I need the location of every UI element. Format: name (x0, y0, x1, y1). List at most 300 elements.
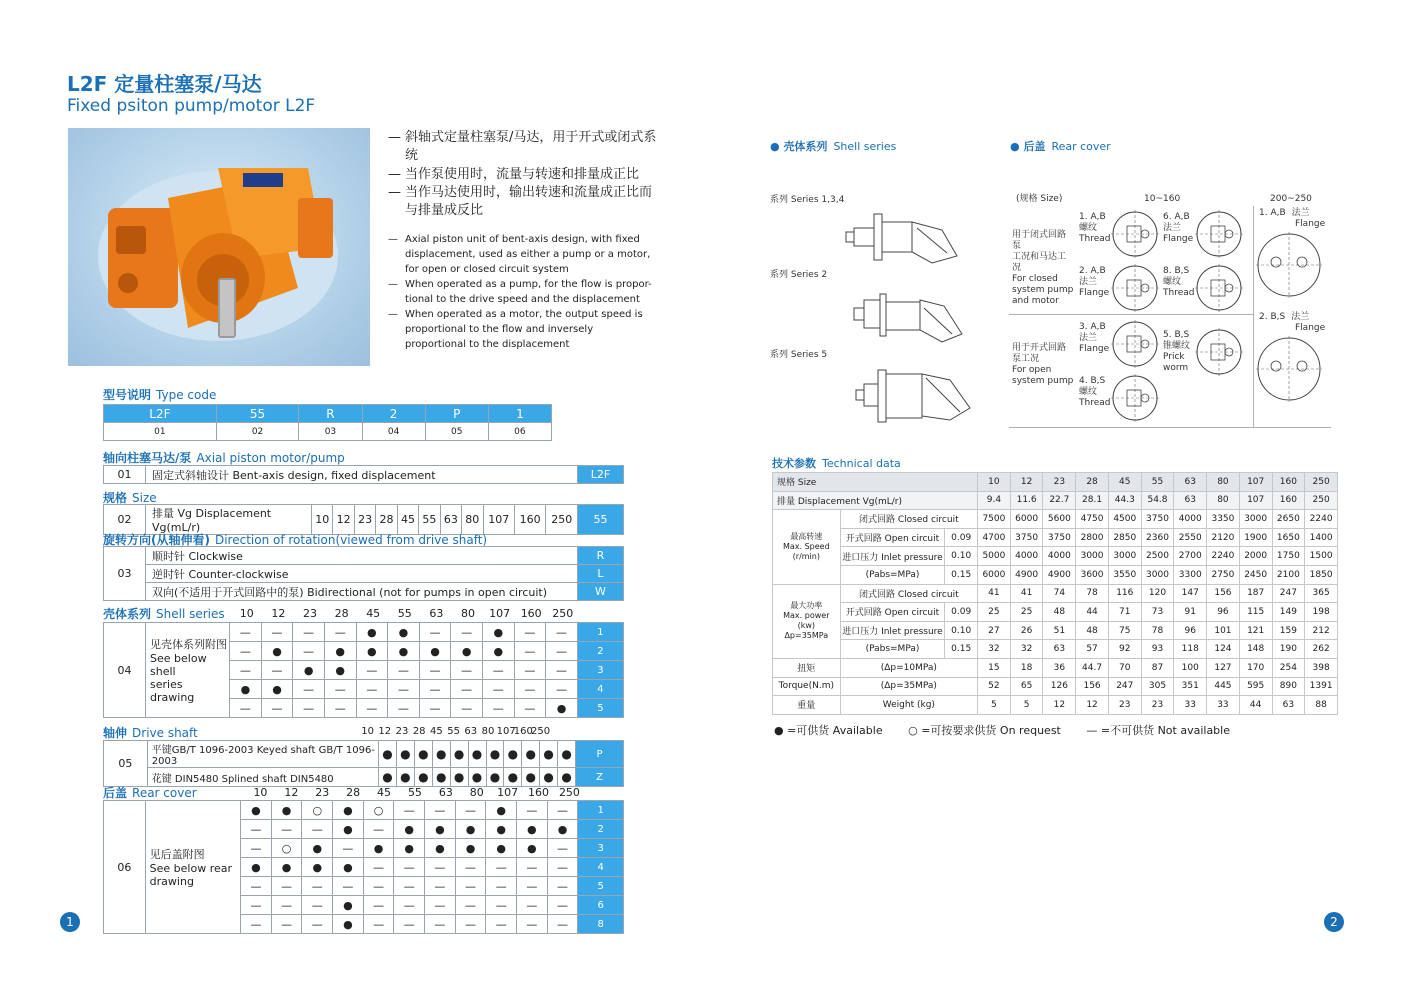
table-cell: 160 (1272, 491, 1305, 510)
rear-item-en: Flange (1079, 288, 1110, 298)
size-value: 250 (546, 505, 578, 535)
availability-cell: — (547, 858, 578, 877)
size-header-label: 80 (481, 726, 495, 737)
availability-cell: — (356, 699, 388, 718)
availability-cell: — (230, 661, 262, 680)
table-cell: 262 (1305, 640, 1338, 659)
size-value: 55 (419, 505, 440, 535)
size-header-label: 55 (397, 607, 412, 620)
table-cell: 3000 (1108, 547, 1141, 566)
availability-cell: ● (486, 839, 517, 858)
availability-cell: ● (482, 623, 514, 642)
table-cell: 2450 (1239, 565, 1272, 584)
availability-cell: — (455, 858, 486, 877)
table-cell: 1850 (1305, 565, 1338, 584)
availability-cell: ● (517, 820, 548, 839)
table-cell: 36 (1043, 658, 1076, 677)
table-cell: 190 (1272, 640, 1305, 659)
rotation-code: L (578, 565, 624, 583)
rear-item-cn: 螺纹 (1163, 277, 1182, 287)
table-cell: 2650 (1272, 510, 1305, 529)
availability-cell: ● (450, 741, 468, 768)
availability-cell: ● (486, 801, 517, 820)
option-code: 5 (578, 877, 624, 896)
product-photo (68, 128, 370, 366)
table-cell: Torque(N.m) (773, 677, 841, 696)
size-header-label: 160 (513, 726, 533, 737)
availability-cell: — (302, 877, 333, 896)
table-cell: 44 (1076, 603, 1109, 622)
rear-item-en: Thread (1079, 398, 1111, 408)
availability-cell: ● (432, 768, 450, 787)
rear-item-code: 2. A,B (1079, 266, 1106, 276)
table-cell: 595 (1239, 677, 1272, 696)
rear-item-cn: 螺纹 (1079, 223, 1098, 233)
availability-cell: — (482, 661, 514, 680)
table-cell: 33 (1174, 696, 1207, 715)
size-header-label: 107 (489, 607, 511, 620)
type-code-index: 05 (425, 423, 488, 441)
table-cell: 92 (1108, 640, 1141, 659)
availability-cell: ● (547, 820, 578, 839)
table-cell: 4750 (1076, 510, 1109, 529)
availability-cell: ● (482, 642, 514, 661)
legend-na: — =不可供货 Not available (1086, 724, 1230, 737)
table-cell: 78 (1141, 621, 1174, 640)
rear-item-code: 5. B,S (1163, 330, 1190, 340)
legend-request: ○ =可按要求供货 On request (908, 724, 1061, 737)
table-row (773, 658, 1338, 677)
desc-dash: — (388, 279, 398, 290)
table-cell: 2360 (1141, 528, 1174, 547)
table-cell: 54.8 (1141, 491, 1174, 510)
table-cell: 41 (978, 584, 1011, 603)
table-cell: 127 (1207, 658, 1240, 677)
availability-cell: ● (450, 768, 468, 787)
type-code-index: 01 (104, 423, 217, 441)
availability-cell: — (546, 623, 578, 642)
availability-cell: — (388, 699, 420, 718)
size-header-label: 160 (520, 607, 542, 620)
option-code: P (576, 741, 624, 768)
rear-item-code: 1. A,B (1259, 208, 1286, 218)
availability-cell: ○ (363, 801, 394, 820)
availability-cell: — (425, 915, 456, 934)
availability-cell: ● (388, 623, 420, 642)
size-header-label: 23 (315, 786, 330, 799)
availability-cell: — (271, 820, 302, 839)
size-value: 28 (376, 505, 397, 535)
rear-cover-drawing (1111, 264, 1159, 312)
availability-cell: — (546, 680, 578, 699)
rotation-text: 双向(不适用于开式回路中的泵) Bidirectional (not for pumps in open circuit) (146, 583, 578, 601)
closed-circuit-label: 用于闭式回路泵 工况和马达工况 For closed system pump and motor (1012, 230, 1074, 306)
availability-cell: ● (540, 768, 558, 787)
type-code-index: 02 (216, 423, 299, 441)
page-title-cn: L2F 定量柱塞泵/马达 (67, 72, 262, 96)
size-header-label: 12 (284, 786, 299, 799)
availability-cell: ● (302, 839, 333, 858)
availability-cell: — (293, 642, 325, 661)
table-cell: 121 (1239, 621, 1272, 640)
availability-cell: — (230, 699, 262, 718)
table-cell: 26 (1010, 621, 1043, 640)
table-cell: 57 (1076, 640, 1109, 659)
desc-text: 当作泵使用时，流量与转速和排量成正比 (405, 167, 640, 182)
availability-cell: — (241, 877, 272, 896)
table-cell: 32 (1010, 640, 1043, 659)
type-code-value: R (299, 405, 362, 423)
type-code-index: 03 (299, 423, 362, 441)
option-code: 3 (578, 839, 624, 858)
size-selected: 55 (578, 505, 624, 535)
availability-cell: — (302, 915, 333, 934)
table-cell: 18 (1010, 658, 1043, 677)
legend-available: ● =可供货 Available (774, 724, 883, 737)
rear-item-code: 4. B,S (1079, 376, 1106, 386)
option-code: 1 (577, 623, 623, 642)
availability-cell: ● (486, 768, 504, 787)
table-cell: 351 (1174, 677, 1207, 696)
table-cell: 116 (1108, 584, 1141, 603)
availability-cell: — (394, 915, 425, 934)
table-cell: 2120 (1207, 528, 1240, 547)
table-row (773, 621, 1338, 640)
availability-cell: — (455, 877, 486, 896)
table-cell: 进口压力 Inlet pressure (840, 547, 945, 566)
table-cell: 4900 (1010, 565, 1043, 584)
availability-cell: ● (486, 741, 504, 768)
availability-cell: ● (540, 741, 558, 768)
availability-cell: ● (558, 768, 576, 787)
label-line: See below shell (150, 652, 207, 678)
availability-cell: ● (558, 741, 576, 768)
table-cell: 107 (1239, 491, 1272, 510)
rear-item-en: Flange (1079, 344, 1110, 354)
table-cell: 11.6 (1010, 491, 1043, 510)
table-cell: 160 (1272, 473, 1305, 492)
series-label: 系列 Series 2 (770, 270, 828, 280)
availability-cell: — (517, 858, 548, 877)
row-index: 02 (104, 505, 146, 535)
availability-cell: ● (293, 661, 325, 680)
table-cell: 2500 (1141, 547, 1174, 566)
table-cell: 0.10 (945, 547, 978, 566)
rear-item-cn: 螺纹 (1079, 387, 1098, 397)
rear-item-en: Flange (1295, 323, 1326, 333)
size-header-label: 28 (412, 726, 426, 737)
availability-cell: — (547, 915, 578, 934)
table-row (773, 677, 1338, 696)
rotation-code: W (578, 583, 624, 601)
table-cell: (Pabs=MPa) (840, 565, 945, 584)
table-cell: 23 (1043, 473, 1076, 492)
availability-cell: — (394, 801, 425, 820)
type-code-value: 1 (488, 405, 551, 423)
option-code: 2 (578, 820, 624, 839)
table-cell: 115 (1239, 603, 1272, 622)
shaft-type: 花键 DIN5480 Splined shaft DIN5480 (147, 768, 378, 787)
table-cell: 3300 (1174, 565, 1207, 584)
size-header-label: 10 (361, 726, 374, 737)
table-row (104, 801, 624, 820)
table-cell: 198 (1305, 603, 1338, 622)
size-header-label: 63 (429, 607, 444, 620)
size-value: 80 (462, 505, 483, 535)
rear-item-en: Prick worm (1163, 352, 1189, 373)
table-cell: 3000 (1239, 510, 1272, 529)
table-cell: 250 (1305, 473, 1338, 492)
availability-cell: — (363, 896, 394, 915)
size-value: 12 (333, 505, 354, 535)
table-row (104, 623, 624, 642)
table-cell: 规格 Size (773, 473, 978, 492)
table-cell: 22.7 (1043, 491, 1076, 510)
table-cell: 87 (1141, 658, 1174, 677)
availability-cell: — (517, 915, 548, 934)
page-title-en: Fixed psiton pump/motor L2F (67, 96, 316, 116)
label-line: Δp=35MPa (784, 631, 829, 641)
rotation-table (103, 546, 624, 601)
size-header-label: 160 (528, 786, 550, 799)
shaft-heading: 轴伸 Drive shaft (103, 726, 198, 740)
option-code: 4 (577, 680, 623, 699)
availability-cell: — (517, 877, 548, 896)
table-cell: 28.1 (1076, 491, 1109, 510)
row-index: 04 (104, 623, 146, 718)
availability-cell: — (261, 699, 293, 718)
rear-size-head: (规格 Size) (1016, 194, 1063, 204)
availability-cell: ● (261, 680, 293, 699)
row-index: 03 (104, 547, 146, 601)
availability-cell: ● (333, 915, 364, 934)
table-cell: 44 (1239, 696, 1272, 715)
desc-dash: — (388, 130, 401, 145)
rear-cover-item (1079, 376, 1113, 409)
table-row (773, 603, 1338, 622)
availability-cell: ● (414, 741, 432, 768)
table-cell: 2700 (1174, 547, 1207, 566)
availability-cell: ● (261, 642, 293, 661)
table-cell: 247 (1108, 677, 1141, 696)
table-row (773, 528, 1338, 547)
table-cell: 365 (1305, 584, 1338, 603)
availability-cell: — (261, 623, 293, 642)
size-header-label: 28 (334, 607, 349, 620)
table-cell: 1650 (1272, 528, 1305, 547)
table-cell: 0.15 (945, 565, 978, 584)
row-label (146, 623, 230, 718)
page-number: 1 (60, 912, 80, 932)
table-cell: (Δp=10MPa) (840, 658, 977, 677)
table-cell: 159 (1272, 621, 1305, 640)
table-cell: 5000 (978, 547, 1011, 566)
rear-item-en: Thread (1163, 288, 1195, 298)
size-header-label: 23 (395, 726, 409, 737)
label-line: 见壳体系列附图 (150, 638, 228, 651)
availability-cell: ● (517, 839, 548, 858)
availability-cell: ● (394, 820, 425, 839)
size-header-label: 80 (460, 607, 475, 620)
table-cell: 3350 (1207, 510, 1240, 529)
size-header-label: 250 (552, 607, 574, 620)
table-cell: 12 (1010, 473, 1043, 492)
table-cell: 156 (1076, 677, 1109, 696)
availability-cell: ● (271, 801, 302, 820)
size-heading: 规格 Size (103, 491, 157, 505)
table-cell: 23 (1141, 696, 1174, 715)
rear-cover-item (1259, 208, 1329, 230)
table-cell: 5 (1010, 696, 1043, 715)
table-cell: 93 (1141, 640, 1174, 659)
availability-cell: ● (241, 801, 272, 820)
size-header-label: 45 (377, 786, 392, 799)
table-cell: 247 (1272, 584, 1305, 603)
availability-cell: — (333, 839, 364, 858)
rear-cover-drawing (1111, 374, 1159, 422)
table-cell: 6000 (1010, 510, 1043, 529)
size-header-label: 45 (366, 607, 381, 620)
availability-cell: ● (333, 801, 364, 820)
availability-cell: — (324, 623, 356, 642)
availability-cell: ● (324, 642, 356, 661)
table-row (104, 741, 624, 768)
type-code-value: 55 (216, 405, 299, 423)
availability-cell: — (271, 915, 302, 934)
availability-cell: ● (504, 768, 522, 787)
availability-cell: — (241, 915, 272, 934)
desc-dash: — (388, 185, 401, 200)
rear-cover-drawing (1111, 320, 1159, 368)
table-cell: 1500 (1305, 547, 1338, 566)
label-line: See below rear (149, 862, 233, 875)
table-cell: 170 (1239, 658, 1272, 677)
table-cell: 1391 (1305, 677, 1338, 696)
table-cell: 124 (1207, 640, 1240, 659)
row-index: 01 (104, 466, 146, 484)
option-code: 6 (578, 896, 624, 915)
right-page (702, 0, 1403, 992)
rear-item-cn: 法兰 (1291, 312, 1310, 322)
table-cell: 126 (1043, 677, 1076, 696)
availability-cell: ● (379, 768, 397, 787)
availability-cell: — (261, 661, 293, 680)
table-cell: 0.09 (945, 528, 978, 547)
rear-size-b: 200~250 (1270, 194, 1312, 204)
rotation-text: 逆时针 Counter-clockwise (146, 565, 578, 583)
table-cell: 63 (1174, 491, 1207, 510)
table-cell: 44.3 (1108, 491, 1141, 510)
availability-cell: — (455, 896, 486, 915)
table-cell: 6000 (978, 565, 1011, 584)
rear-cover-item (1259, 312, 1329, 334)
availability-cell: ● (396, 768, 414, 787)
size-header-label: 23 (302, 607, 317, 620)
table-cell: 51 (1043, 621, 1076, 640)
rear-item-en: Flange (1163, 234, 1194, 244)
label-line: 最大功率 (790, 601, 823, 611)
rear-item-cn: 法兰 (1079, 277, 1098, 287)
availability-cell: ● (455, 839, 486, 858)
availability-cell: ● (356, 623, 388, 642)
table-cell: Weight (kg) (840, 696, 977, 715)
size-header-label: 10 (239, 607, 254, 620)
table-cell: 63 (1272, 696, 1305, 715)
axial-heading: 轴向柱塞马达/泵 Axial piston motor/pump (103, 451, 345, 465)
rear-cover-heading: ● 后盖 Rear cover (1010, 140, 1111, 153)
type-code-value: P (425, 405, 488, 423)
desc-dash: — (388, 234, 398, 245)
table-cell: 890 (1272, 677, 1305, 696)
size-header-label: 63 (464, 726, 478, 737)
availability-cell: ● (522, 741, 540, 768)
availability-cell: — (425, 801, 456, 820)
availability-cell: ● (379, 741, 397, 768)
label-line: Max. Speed (782, 541, 830, 551)
availability-cell: ● (271, 858, 302, 877)
size-header-label: 55 (447, 726, 460, 737)
table-row (773, 547, 1338, 566)
availability-cell: — (388, 661, 420, 680)
table-cell: 147 (1174, 584, 1207, 603)
availability-cell: ● (230, 680, 262, 699)
size-value: 160 (514, 505, 545, 535)
table-cell: 9.4 (978, 491, 1011, 510)
availability-cell: — (419, 680, 451, 699)
availability-cell: ○ (271, 839, 302, 858)
availability-cell: ● (468, 741, 486, 768)
table-cell: 1900 (1239, 528, 1272, 547)
table-cell: 3000 (1141, 565, 1174, 584)
size-header-label: 250 (558, 786, 580, 799)
availability-cell: ● (324, 661, 356, 680)
availability-cell: — (486, 858, 517, 877)
size-header-label: 107 (496, 726, 516, 737)
rear-item-code: 3. A,B (1079, 322, 1106, 332)
table-cell: 32 (978, 640, 1011, 659)
availability-cell: ● (414, 768, 432, 787)
availability-cell: ● (394, 839, 425, 858)
shell-table (103, 622, 624, 718)
label-line: Max. power (783, 611, 830, 621)
table-cell: 2240 (1305, 510, 1338, 529)
desc-dash: — (388, 167, 401, 182)
table-cell: 28 (1076, 473, 1109, 492)
table-cell: 88 (1305, 696, 1338, 715)
rear-item-en: Flange (1295, 219, 1326, 229)
rear-cover-item (1163, 330, 1197, 374)
availability-cell: ● (363, 839, 394, 858)
series-label: 系列 Series 5 (770, 350, 828, 360)
rear-item-cn: 法兰 (1291, 208, 1310, 218)
table-cell: 120 (1141, 584, 1174, 603)
table-row (773, 510, 1338, 529)
table-cell: 63 (1043, 640, 1076, 659)
availability-cell: — (514, 642, 546, 661)
availability-cell: ● (522, 768, 540, 787)
availability-cell: ● (425, 820, 456, 839)
table-cell: 149 (1272, 603, 1305, 622)
desc-text: 当作马达使用时，输出转速和流量成正比而与排量成反比 (405, 185, 653, 218)
rear-cover-drawing (1195, 210, 1243, 258)
size-header-label: 250 (531, 726, 551, 737)
availability-cell: — (293, 699, 325, 718)
shell-drawing-1 (842, 208, 967, 268)
option-code: 2 (577, 642, 623, 661)
availability-cell: — (241, 839, 272, 858)
table-cell: 0.09 (945, 603, 978, 622)
table-cell: 排量 Displacement Vg(mL/r) (773, 491, 978, 510)
